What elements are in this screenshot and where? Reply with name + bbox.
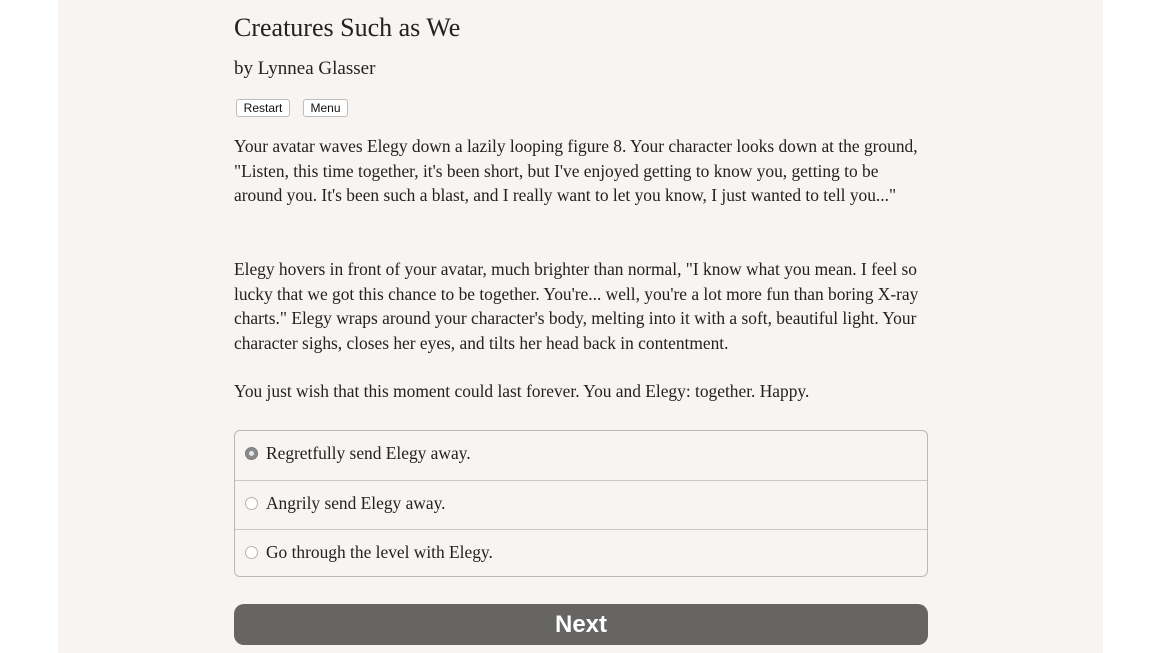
radio-button[interactable]	[245, 497, 258, 510]
radio-button[interactable]	[245, 546, 258, 559]
passage-paragraph: Elegy hovers in front of your avatar, much brighter than normal, "I know what you mean. I feel so lucky that we got this chance to be together. You're... well, you're a lot more fun than boring X-ray charts." Elegy wraps around your character's body, melting into it with a soft, beautiful light. Your character sighs, closes her eyes, and tilts her head back in contentment.	[234, 259, 919, 353]
game-title: Creatures Such as We	[234, 13, 461, 42]
restart-button[interactable]: Restart	[236, 99, 290, 117]
choice-option[interactable]	[235, 480, 927, 529]
radio-button-selected[interactable]	[245, 447, 258, 460]
page-panel	[58, 0, 1103, 653]
choice-label: Go through the level with Elegy.	[266, 542, 493, 562]
choice-label: Regretfully send Elegy away.	[266, 443, 471, 463]
passage-paragraph: Your avatar waves Elegy down a lazily looping figure 8. Your character looks down at the ground, "Listen, this time together, it's been short, but I've enjoyed getting to know you, getting to be around you. It's been such a blast, and I really want to let you know, I just wanted to tell you..."	[234, 136, 918, 205]
choice-list	[234, 430, 928, 577]
next-button[interactable]: Next	[234, 604, 928, 645]
menu-button[interactable]: Menu	[303, 99, 348, 117]
passage-paragraph: You just wish that this moment could last forever. You and Elegy: together. Happy.	[234, 381, 810, 401]
choice-option[interactable]	[235, 431, 927, 480]
choice-label: Angrily send Elegy away.	[266, 493, 446, 513]
game-author: by Lynnea Glasser	[234, 58, 376, 79]
choice-option[interactable]	[235, 529, 927, 577]
